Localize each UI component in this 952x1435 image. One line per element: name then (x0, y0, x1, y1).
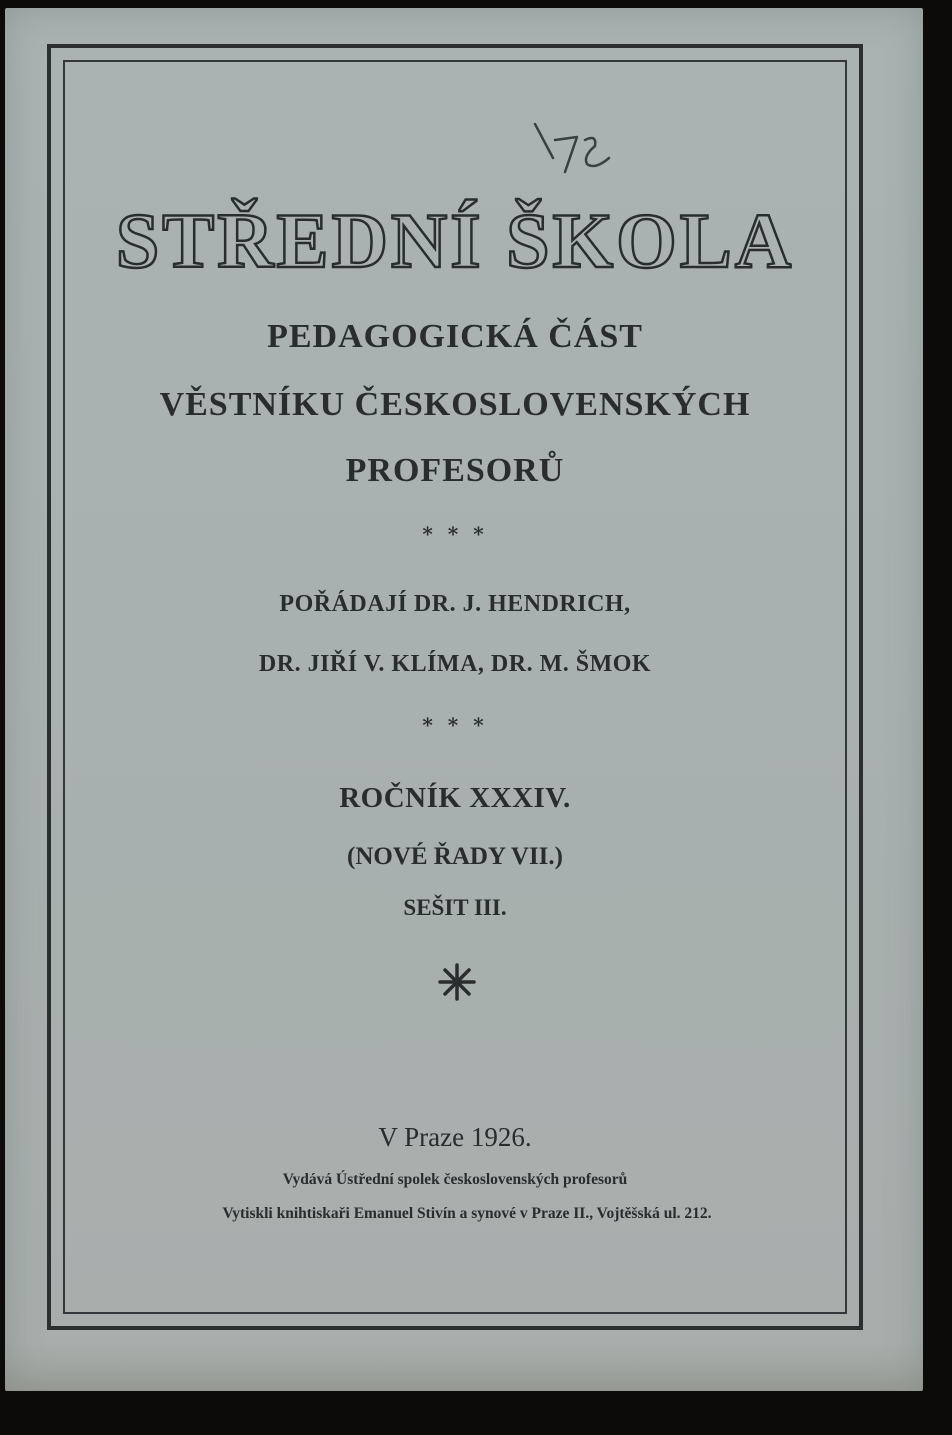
asterisk-ornament-icon (437, 962, 477, 1002)
subtitle-line-1: PEDAGOGICKÁ ČÁST (267, 318, 643, 355)
subtitle-line-3: PROFESORŮ (345, 452, 565, 489)
cover-content (65, 62, 845, 1312)
place-and-year: V Praze 1926. (378, 1122, 532, 1152)
asterism-separator-2: * * * (422, 713, 488, 737)
asterism-separator-1: * * * (422, 522, 488, 546)
series-number: (NOVÉ ŘADY VII.) (347, 843, 563, 870)
editors-line-1: POŘÁDAJÍ DR. J. HENDRICH, (279, 591, 631, 617)
volume-number: ROČNÍK XXXIV. (339, 782, 571, 814)
subtitle-line-2: VĚSTNÍKU ČESKOSLOVENSKÝCH (159, 386, 751, 423)
issue-number: SEŠIT III. (403, 895, 507, 920)
editors-line-2: DR. JIŘÍ V. KLÍMA, DR. M. ŠMOK (258, 651, 652, 677)
printer-line: Vytiskli knihtiskaři Emanuel Stivín a synové v Praze II., Vojtěšská ul. 212. (222, 1205, 712, 1222)
journal-title: STŘEDNÍ ŠKOLA (115, 197, 795, 284)
publisher-line: Vydává Ústřední spolek československých profesorů (282, 1171, 628, 1188)
